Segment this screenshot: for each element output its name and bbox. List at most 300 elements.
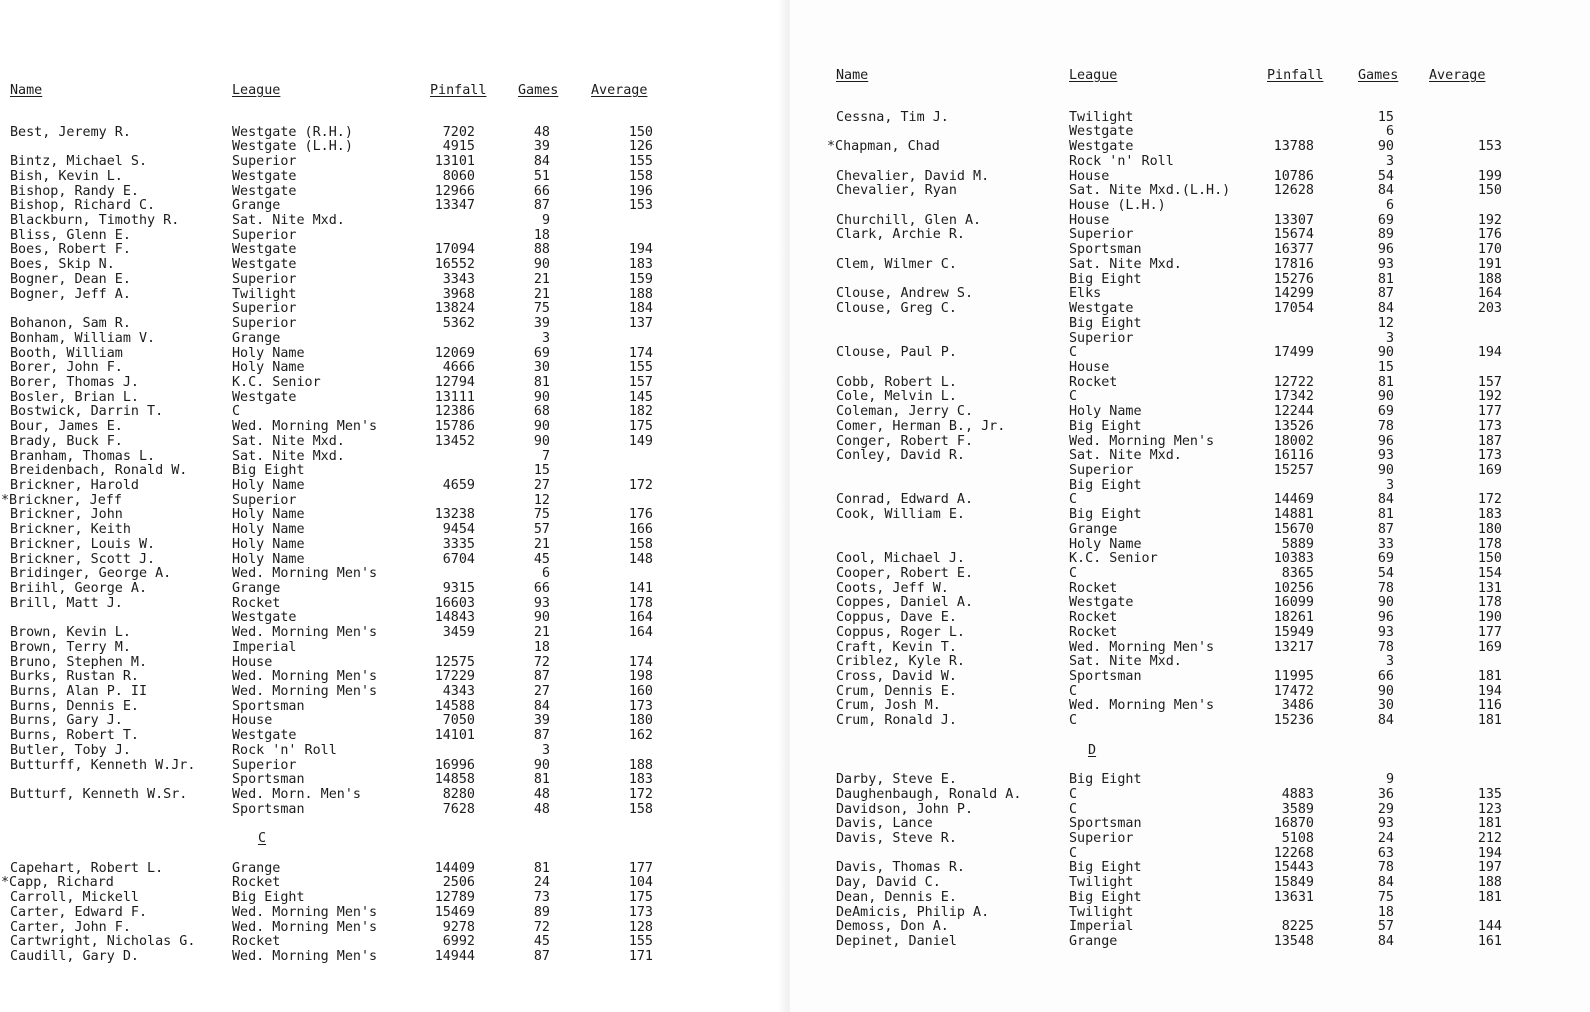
games-cell: 48 (533, 124, 550, 140)
name-cell: Coots, Jeff W. (836, 580, 949, 596)
pinfall-cell: 15276 (1273, 271, 1314, 287)
roster-row (836, 418, 1502, 435)
league-cell: C (1069, 786, 1078, 802)
pinfall-cell: 4659 (442, 477, 475, 493)
header-row (836, 68, 1486, 96)
name-cell: Crum, Dennis E. (836, 683, 957, 699)
league-cell: Big Eight (1069, 889, 1142, 905)
roster-row (10, 301, 653, 317)
column-header-pinfall: Pinfall (430, 83, 487, 98)
games-cell: 63 (1377, 845, 1394, 861)
name-cell: Butturff, Kenneth W.Jr. (10, 757, 196, 773)
roster-row (10, 595, 653, 612)
league-cell: Holy Name (232, 507, 305, 523)
average-cell: 170 (1477, 242, 1502, 258)
roster-row (10, 581, 653, 597)
games-cell: 90 (533, 610, 550, 626)
roster-row (836, 683, 1502, 700)
games-cell: 96 (1377, 433, 1394, 449)
average-cell: 187 (1477, 433, 1502, 449)
games-cell: 87 (1377, 286, 1394, 302)
roster-row (10, 787, 653, 803)
name-cell: Clem, Wilmer C. (836, 256, 957, 272)
column-header-name: Name (836, 68, 869, 83)
roster-row (836, 433, 1502, 450)
league-cell: Imperial (232, 639, 297, 655)
games-cell: 3 (1385, 330, 1394, 346)
games-cell: 48 (533, 801, 550, 817)
header-row (10, 83, 648, 111)
name-cell: Best, Jeremy R. (10, 124, 131, 140)
games-cell: 90 (533, 433, 550, 449)
name-cell: Coppus, Roger L. (836, 624, 965, 640)
name-cell: Brill, Matt J. (10, 595, 123, 611)
average-cell: 164 (628, 610, 653, 626)
pinfall-cell: 14409 (434, 860, 475, 876)
league-cell: C (1069, 389, 1078, 405)
league-cell: House (L.H.) (1069, 198, 1166, 214)
games-cell: 90 (1377, 683, 1394, 699)
average-cell: 149 (628, 433, 653, 449)
league-cell: Sat. Nite Mxd. (1069, 256, 1182, 272)
roster-row (836, 772, 1394, 788)
league-cell: Sat. Nite Mxd.(L.H.) (1069, 183, 1231, 199)
league-cell: Rocket (232, 595, 281, 611)
roster-row (10, 227, 550, 244)
league-cell: Holy Name (1069, 536, 1142, 552)
average-cell: 126 (628, 139, 653, 155)
roster-row (10, 625, 653, 641)
name-cell: Burns, Gary J. (10, 713, 123, 729)
name-cell: Davidson, John P. (836, 801, 974, 817)
league-cell: Holy Name (232, 477, 305, 493)
name-cell: Borer, John F. (10, 360, 123, 376)
league-cell: Twilight (1069, 875, 1134, 891)
average-cell: 173 (1477, 448, 1502, 464)
games-cell: 90 (1377, 462, 1394, 478)
pinfall-cell: 13631 (1273, 889, 1314, 905)
blank-line (10, 847, 58, 862)
section-divider (10, 831, 267, 847)
games-cell: 24 (1377, 830, 1394, 846)
average-cell: 212 (1477, 830, 1502, 846)
roster-row (10, 477, 653, 494)
name-cell: Bishop, Richard C. (10, 198, 156, 214)
games-cell: 84 (1377, 713, 1394, 729)
roster-row (836, 536, 1502, 553)
roster-row (836, 242, 1502, 258)
column-header-games: Games (1358, 68, 1399, 83)
average-cell: 188 (1477, 875, 1502, 891)
games-cell: 72 (533, 654, 550, 670)
roster-row (10, 448, 550, 465)
league-cell: Holy Name (232, 345, 305, 361)
average-cell: 194 (628, 242, 653, 258)
name-cell: Cole, Melvin L. (836, 389, 957, 405)
section-letter: C (258, 831, 267, 847)
name-cell: Crum, Josh M. (836, 698, 941, 714)
name-cell: Carter, John F. (10, 919, 131, 935)
average-cell: 173 (628, 904, 653, 920)
pinfall-cell: 7202 (442, 124, 475, 140)
pinfall-cell: 4666 (442, 360, 475, 376)
league-cell: Big Eight (1069, 315, 1142, 331)
pinfall-cell: 7050 (442, 713, 475, 729)
games-cell: 90 (1377, 389, 1394, 405)
league-cell: Superior (1069, 830, 1134, 846)
roster-row (10, 654, 653, 671)
roster-row (10, 801, 653, 818)
name-cell: Clouse, Andrew S. (836, 286, 974, 302)
average-cell: 164 (628, 625, 653, 641)
games-cell: 3 (1385, 153, 1394, 169)
league-cell: Superior (232, 301, 297, 317)
average-cell: 150 (1477, 551, 1502, 567)
average-cell: 171 (628, 948, 653, 964)
name-cell: Bostwick, Darrin T. (10, 404, 164, 420)
roster-row (836, 669, 1502, 685)
games-cell: 87 (533, 198, 550, 214)
roster-row (10, 316, 653, 332)
average-cell: 198 (628, 669, 653, 685)
league-cell: Holy Name (232, 522, 305, 538)
games-cell: 15 (1377, 109, 1394, 125)
average-cell: 162 (628, 728, 653, 744)
average-cell: 155 (628, 154, 653, 170)
name-cell: Chevalier, Ryan (836, 183, 957, 199)
roster-row (10, 566, 550, 582)
average-cell: 176 (628, 507, 653, 523)
pinfall-cell: 13238 (434, 507, 475, 523)
average-cell: 161 (1477, 933, 1502, 949)
league-cell: Wed. Morning Men's (232, 669, 378, 685)
pinfall-cell: 13217 (1273, 639, 1314, 655)
name-cell: Churchill, Glen A. (836, 212, 982, 228)
games-cell: 27 (533, 684, 550, 700)
average-cell: 191 (1477, 256, 1502, 272)
roster-row (836, 875, 1502, 891)
league-cell: House (1069, 168, 1110, 184)
pinfall-cell: 15469 (434, 904, 475, 920)
blank-line (10, 111, 58, 126)
games-cell: 9 (1385, 772, 1394, 788)
name-cell: *Brickner, Jeff (1, 492, 122, 508)
name-cell: Briihl, George A. (10, 581, 148, 596)
average-cell: 192 (1477, 389, 1502, 405)
pinfall-cell: 14299 (1273, 286, 1314, 302)
roster-row (10, 507, 653, 523)
roster-row (836, 153, 1394, 170)
league-cell: Holy Name (232, 360, 305, 376)
pinfall-cell: 15670 (1273, 521, 1314, 537)
pinfall-cell: 11995 (1273, 669, 1314, 685)
pinfall-cell: 8280 (442, 787, 475, 803)
league-cell: Big Eight (1069, 860, 1142, 876)
roster-row (10, 463, 550, 479)
left-page (0, 0, 790, 1012)
league-cell: Grange (1069, 521, 1118, 537)
league-cell: Big Eight (1069, 772, 1142, 788)
roster-row (836, 816, 1502, 832)
average-cell: 150 (1477, 183, 1502, 199)
right-roster-table (827, 68, 1502, 950)
league-cell: Big Eight (232, 463, 305, 479)
games-cell: 78 (1377, 580, 1394, 596)
average-cell: 131 (1477, 580, 1502, 596)
roster-row (836, 860, 1502, 876)
column-header-average: Average (591, 83, 648, 98)
games-cell: 90 (1377, 345, 1394, 361)
name-cell: Davis, Steve R. (836, 830, 957, 846)
left-rows (1, 111, 653, 965)
column-header-name: Name (10, 83, 43, 98)
league-cell: Sportsman (232, 698, 305, 714)
average-cell: 190 (1477, 610, 1502, 626)
games-cell: 75 (533, 301, 550, 317)
pinfall-cell: 3343 (442, 271, 475, 287)
pinfall-cell: 17816 (1273, 256, 1314, 272)
games-cell: 93 (1377, 816, 1394, 832)
roster-row (10, 551, 653, 568)
average-cell: 178 (1477, 536, 1502, 552)
roster-row (10, 124, 653, 141)
roster-row (10, 360, 653, 376)
games-cell: 78 (1377, 639, 1394, 655)
games-cell: 36 (1377, 786, 1394, 802)
roster-row (827, 139, 1502, 155)
roster-row (836, 624, 1502, 641)
pinfall-cell: 14858 (434, 772, 475, 788)
games-cell: 3 (541, 742, 550, 758)
pinfall-cell: 9315 (442, 581, 475, 596)
games-cell: 45 (533, 934, 550, 950)
pinfall-cell: 16099 (1273, 595, 1314, 611)
pinfall-cell: 16603 (434, 595, 475, 611)
league-cell: House (1069, 359, 1110, 375)
games-cell: 57 (533, 522, 550, 538)
pinfall-cell: 12575 (434, 654, 475, 670)
name-cell: *Chapman, Chad (827, 139, 940, 155)
roster-row (836, 389, 1502, 405)
league-cell: Sat. Nite Mxd. (1069, 654, 1182, 670)
average-cell: 141 (628, 581, 653, 596)
roster-row (836, 521, 1502, 538)
league-cell: Westgate (232, 257, 297, 273)
name-cell: Bridinger, George A. (10, 566, 172, 582)
games-cell: 93 (1377, 624, 1394, 640)
average-cell: 144 (1477, 919, 1502, 935)
games-cell: 84 (1377, 301, 1394, 317)
league-cell: Superior (232, 492, 297, 508)
average-cell: 150 (628, 124, 653, 140)
name-cell: Burns, Robert T. (10, 728, 139, 744)
average-cell: 172 (628, 787, 653, 803)
pinfall-cell: 12268 (1273, 845, 1314, 861)
average-cell: 158 (628, 168, 653, 184)
games-cell: 57 (1377, 919, 1394, 935)
name-cell: Clouse, Greg C. (836, 301, 957, 317)
name-cell: Crum, Ronald J. (836, 713, 957, 729)
pinfall-cell: 9454 (442, 522, 475, 538)
pinfall-cell: 17229 (434, 669, 475, 685)
roster-row (836, 713, 1502, 729)
league-cell: Big Eight (1069, 477, 1142, 493)
roster-row (836, 919, 1502, 935)
league-cell: Grange (232, 198, 281, 214)
roster-row (836, 801, 1502, 818)
league-cell: Rocket (232, 934, 281, 950)
games-cell: 81 (1377, 374, 1394, 390)
league-cell: Grange (1069, 933, 1118, 949)
roster-row (836, 904, 1394, 921)
name-cell: Burks, Rustan R. (10, 669, 139, 685)
games-cell: 21 (533, 536, 550, 552)
games-cell: 96 (1377, 610, 1394, 626)
roster-row (10, 168, 653, 185)
league-cell: Holy Name (232, 551, 305, 567)
name-cell: Coppes, Daniel A. (836, 595, 974, 611)
league-cell: Westgate (232, 242, 297, 258)
pinfall-cell: 10256 (1273, 580, 1314, 596)
average-cell: 196 (628, 183, 653, 199)
games-cell: 73 (533, 890, 550, 906)
pinfall-cell: 12386 (434, 404, 475, 420)
games-cell: 6 (1385, 198, 1394, 214)
games-cell: 69 (1377, 212, 1394, 228)
league-cell: Big Eight (1069, 418, 1142, 434)
pinfall-cell: 13452 (434, 433, 475, 449)
games-cell: 15 (1377, 359, 1394, 375)
roster-row (836, 168, 1502, 185)
roster-row (10, 757, 653, 774)
pinfall-cell: 5889 (1281, 536, 1314, 552)
games-cell: 90 (1377, 139, 1394, 155)
games-cell: 93 (533, 595, 550, 611)
average-cell: 157 (1477, 374, 1502, 390)
pinfall-cell: 17094 (434, 242, 475, 258)
pinfall-cell: 16377 (1273, 242, 1314, 258)
roster-row (836, 330, 1394, 347)
league-cell: Superior (232, 271, 297, 287)
average-cell: 173 (1477, 418, 1502, 434)
right-page (790, 0, 1590, 1012)
pinfall-cell: 13307 (1273, 212, 1314, 228)
games-cell: 18 (533, 639, 550, 655)
roster-row (10, 419, 653, 435)
name-cell: Breidenbach, Ronald W. (10, 463, 188, 479)
name-cell: Daughenbaugh, Ronald A. (836, 786, 1022, 802)
pinfall-cell: 15674 (1273, 227, 1314, 243)
pinfall-cell: 12722 (1273, 374, 1314, 390)
league-cell: Big Eight (232, 890, 305, 906)
name-cell: Coppus, Dave E. (836, 610, 957, 626)
pinfall-cell: 13788 (1273, 139, 1314, 155)
pinfall-cell: 16996 (434, 757, 475, 773)
blank-line (10, 818, 58, 833)
pinfall-cell: 12789 (434, 890, 475, 906)
league-cell: Twilight (1069, 109, 1134, 125)
games-cell: 54 (1377, 168, 1394, 184)
games-cell: 81 (533, 860, 550, 876)
league-cell: Sat. Nite Mxd. (1069, 448, 1182, 464)
name-cell: Capehart, Robert L. (10, 860, 164, 876)
games-cell: 66 (533, 183, 550, 199)
column-header-games: Games (518, 83, 559, 98)
roster-row (836, 610, 1502, 626)
league-cell: House (232, 713, 273, 729)
league-cell: Westgate (1069, 301, 1134, 317)
pinfall-cell: 12794 (434, 374, 475, 390)
roster-row (836, 698, 1502, 714)
name-cell: Davis, Thomas R. (836, 860, 965, 876)
league-cell: Wed. Morning Men's (232, 419, 378, 435)
league-cell: Sportsman (1069, 669, 1142, 685)
games-cell: 84 (533, 154, 550, 170)
league-cell: Big Eight (1069, 271, 1142, 287)
name-cell: Cross, David W. (836, 669, 957, 685)
name-cell: Carroll, Mickell (10, 890, 139, 906)
games-cell: 39 (533, 316, 550, 332)
league-cell: K.C. Senior (1069, 551, 1158, 567)
pinfall-cell: 12244 (1273, 404, 1314, 420)
average-cell: 164 (1477, 286, 1502, 302)
pinfall-cell: 14944 (434, 948, 475, 964)
average-cell: 145 (628, 389, 653, 405)
name-cell: Cooper, Robert E. (836, 566, 974, 581)
pinfall-cell: 15443 (1273, 860, 1314, 876)
games-cell: 51 (533, 168, 550, 184)
league-cell: Sat. Nite Mxd. (232, 448, 345, 464)
roster-row (10, 198, 653, 214)
roster-row (10, 639, 550, 656)
roster-row (10, 213, 550, 229)
pinfall-cell: 14588 (434, 698, 475, 714)
name-cell: Butturf, Kenneth W.Sr. (10, 787, 188, 803)
games-cell: 84 (533, 698, 550, 714)
pinfall-cell: 13111 (434, 389, 475, 405)
average-cell: 137 (628, 316, 653, 332)
name-cell: Bintz, Michael S. (10, 154, 148, 170)
pinfall-cell: 12966 (434, 183, 475, 199)
pinfall-cell: 9278 (442, 919, 475, 935)
name-cell: Cobb, Robert L. (836, 374, 957, 390)
roster-row (836, 595, 1502, 611)
pinfall-cell: 13347 (434, 198, 475, 214)
average-cell: 175 (628, 419, 653, 435)
name-cell: Day, David C. (836, 875, 941, 891)
games-cell: 21 (533, 271, 550, 287)
league-cell: Sportsman (1069, 242, 1142, 258)
games-cell: 78 (1377, 418, 1394, 434)
roster-row (836, 109, 1394, 126)
roster-row (10, 860, 653, 877)
name-cell: Dean, Dennis E. (836, 889, 957, 905)
pinfall-cell: 3335 (442, 536, 475, 552)
roster-row (836, 404, 1502, 420)
league-cell: Imperial (1069, 919, 1134, 935)
average-cell: 199 (1477, 168, 1502, 184)
name-cell: Clark, Archie R. (836, 227, 965, 243)
games-cell: 27 (533, 477, 550, 493)
roster-row (10, 389, 653, 406)
roster-row (10, 610, 653, 626)
name-cell: Brickner, John (10, 507, 123, 523)
roster-row (10, 669, 653, 685)
average-cell: 174 (628, 654, 653, 670)
league-cell: Westgate (1069, 139, 1134, 155)
average-cell: 174 (628, 345, 653, 361)
games-cell: 84 (1377, 492, 1394, 508)
